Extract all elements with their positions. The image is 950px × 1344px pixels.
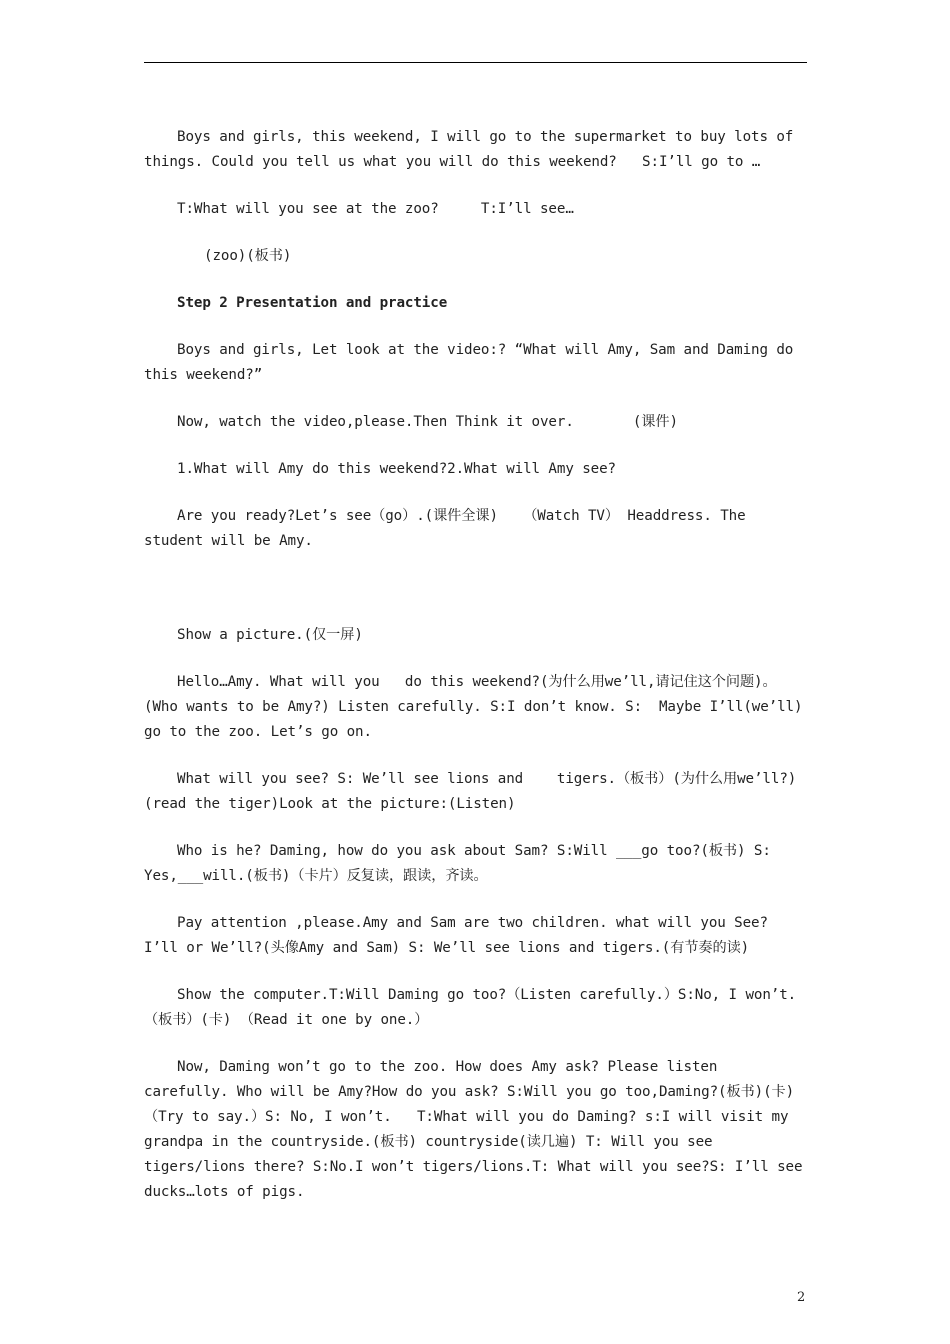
- paragraph: Show a picture.(仅一屏): [177, 627, 363, 643]
- paragraph: Now, watch the video,please.Then Think it over. (课件): [177, 414, 678, 430]
- document-body: [144, 125, 811, 1227]
- paragraph: Now, Daming won’t go to the zoo. How does Amy ask? Please listen carefully. Who will be Amy?How do you ask? S:Will you go too,Daming?(板书)(卡)（Try to say.）S: No, I won’t. T:What will you do Daming? s:I will visit my grandpa in the countryside.(板书) countryside(读几遍) T: Will you see tigers/lions there? S:No.I won’t tigers/lions.T: What will you see?S: I’ll see ducks…lots of pigs.: [144, 1059, 811, 1200]
- paragraph: Are you ready?Let’s see（go）.(课件全课) （Watch TV） Headdress. The student will be Amy.: [144, 508, 755, 549]
- paragraph: Boys and girls, Let look at the video:? “What will Amy, Sam and Daming do this weekend?”: [144, 342, 802, 383]
- page-number: 2: [797, 1290, 806, 1305]
- paragraph: T:What will you see at the zoo? T:I’ll see…: [177, 201, 574, 217]
- paragraph: 1.What will Amy do this weekend?2.What will Amy see?: [177, 461, 616, 477]
- header-rule: [144, 62, 807, 63]
- paragraph: Who is he? Daming, how do you ask about Sam? S:Will ___go too?(板书) S: Yes,___will.(板书)（卡片）反复读，跟读，齐读。: [144, 843, 780, 884]
- section-heading: Step 2 Presentation and practice: [177, 295, 448, 311]
- paragraph: Hello…Amy. What will you do this weekend?(为什么用we’ll,请记住这个问题)。(Who wants to be Amy?) Listen carefully. S:I don’t know. S: Maybe I’ll(we’ll) go to the zoo. Let’s go on.: [144, 674, 811, 740]
- paragraph: Show the computer.T:Will Daming go too?（Listen carefully.）S:No, I won’t.（板书）(卡) （Read it one by one.）: [144, 987, 797, 1028]
- paragraph: What will you see? S: We’ll see lions and tigers.（板书）(为什么用we’ll?) (read the tiger)Look at the picture:(Listen): [144, 771, 805, 812]
- paragraph: (zoo)(板书): [204, 248, 292, 264]
- paragraph: Boys and girls, this weekend, I will go to the supermarket to buy lots of things. Could you tell us what you will do this weekend? S:I’ll go to …: [144, 129, 802, 170]
- paragraph: Pay attention ,please.Amy and Sam are two children. what will you See? I’ll or We’ll?(头像Amy and Sam) S: We’ll see lions and tigers.(有节奏的读): [144, 915, 777, 956]
